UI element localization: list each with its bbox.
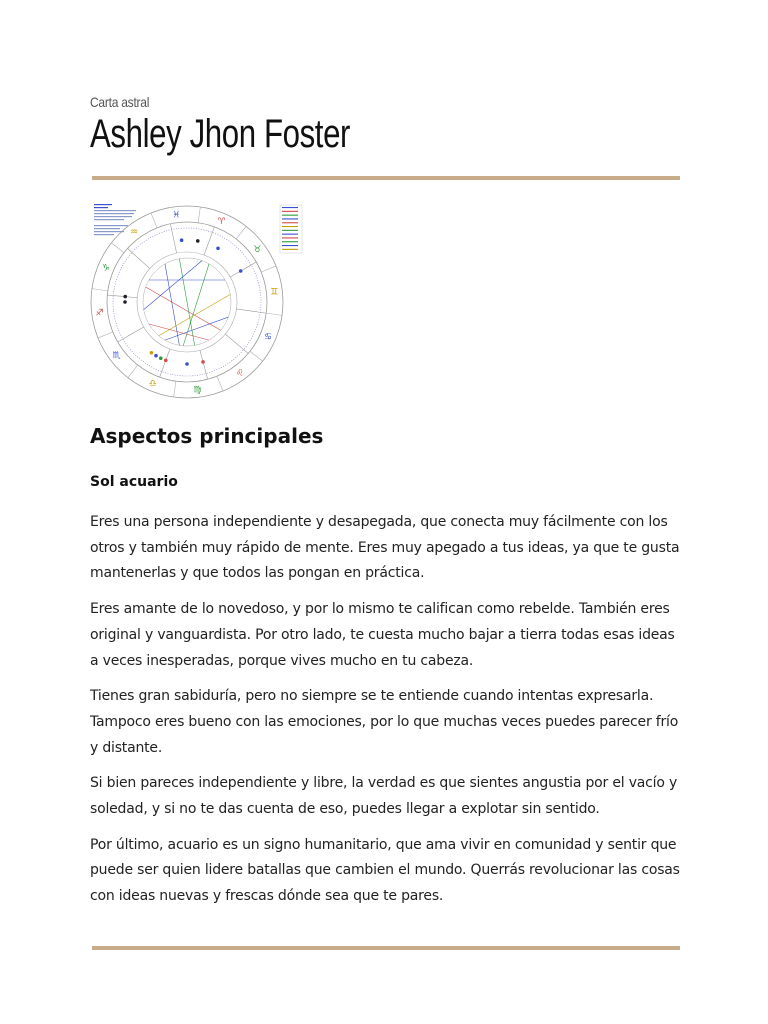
svg-text:♉: ♉ — [253, 245, 262, 256]
svg-text:♊: ♊ — [270, 287, 279, 298]
section-heading: Aspectos principales — [90, 424, 324, 448]
paragraph: Eres amante de lo novedoso, y por lo mismo te califican como rebelde. También eres original y vanguardista. Por otro lado, te cuesta mucho bajar a tierra todas esas ideas a veces inesperadas, porque vives mucho en tu cabeza. — [90, 601, 675, 669]
paragraph: Si bien pareces independiente y libre, la verdad es que sientes angustia por el vacío y soledad, y si no te das cuenta de eso, puedes llegar a explotar sin sentido. — [90, 775, 678, 818]
bottom-divider — [92, 946, 680, 950]
svg-text:♈: ♈ — [217, 216, 226, 227]
svg-text:♒: ♒ — [130, 227, 139, 238]
svg-text:♏: ♏ — [112, 350, 121, 361]
paragraph: Eres una persona independiente y desapegada, que conecta muy fácilmente con los otros y también muy rápido de mente. Eres muy apegado a tus ideas, ya que te gusta mantenerlas y que todos las pongan en práctica. — [90, 514, 680, 582]
svg-text:♐: ♐ — [95, 308, 104, 319]
body-text — [90, 510, 680, 920]
page-title: Ashley Jhon Foster — [90, 112, 351, 156]
svg-text:♌: ♌ — [235, 368, 244, 379]
svg-text:♎: ♎ — [148, 379, 157, 390]
natal-chart-image — [90, 198, 312, 400]
section-subheading: Sol acuario — [90, 474, 178, 490]
svg-text:♋: ♋ — [263, 332, 273, 343]
natal-chart-wheel-icon — [90, 198, 312, 400]
paragraph: Por último, acuario es un signo humanitario, que ama vivir en comunidad y sentir que puede ser quien lidere batallas que cambien el mundo. Querrás revolucionar las cosas con ideas nuevas y frescas dónde sea que te pares. — [90, 836, 680, 905]
svg-text:♓: ♓ — [172, 210, 181, 221]
chart-aspect-list — [280, 205, 302, 253]
paragraph: Tienes gran sabiduría, pero no siempre se te entiende cuando intentas expresarla. Tampoco eres bueno con las emociones, por lo que muchas veces puedes parecer frío y distante. — [90, 688, 679, 756]
svg-text:♍: ♍ — [193, 385, 202, 396]
page-kicker: Carta astral — [90, 94, 150, 110]
svg-text:♑: ♑ — [101, 263, 111, 274]
top-divider — [92, 176, 680, 180]
